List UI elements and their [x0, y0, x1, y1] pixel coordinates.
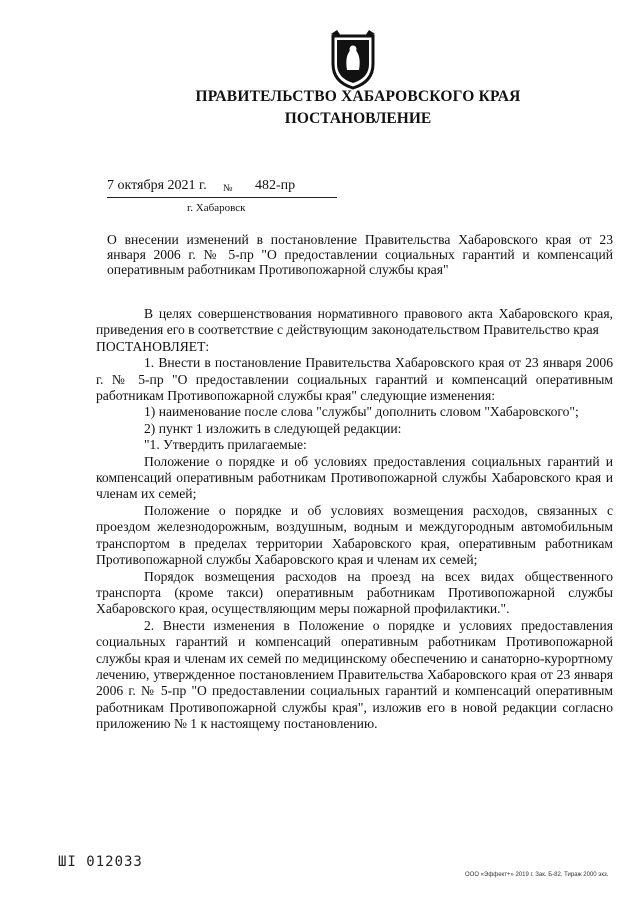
document-city: г. Хабаровск — [187, 202, 246, 214]
printer-note: ООО «Эффект+» 2019 г. Зак. Б-82. Тираж 2000 экз. — [465, 872, 609, 878]
resolves-heading: ПОСТАНОВЛЯЕТ: — [96, 338, 210, 354]
approve-paragraph: "1. Утвердить прилагаемые: — [144, 437, 307, 453]
document-date: 7 октября 2021 г. — [107, 178, 207, 193]
regulation-2-paragraph: Положение о порядке и об условиях возмещения расходов, связанных с проездом железнодорожным, воздушным, водным и междугородным автомобильным транспортом в пределах территории Хабаровского края, оперативным работникам Противопожарной службы Хабаровского края и членам их семей; — [96, 502, 613, 568]
preamble-paragraph: В целях совершенствования нормативного правового акта Хабаровского края, приведения его в соответствие с действующим законодательством Правительство края — [96, 306, 613, 338]
coat-of-arms-emblem — [327, 30, 379, 90]
clause-2-paragraph: 2. Внести изменения в Положение о порядке и условиях предоставления социальных гарантий и компенсаций оперативным работникам Противопожарной службы края и членам их семей по медицинскому обеспечению и санаторно-курортному лечению, утвержденное постановлением Правительства Хабаровского края от 23 января 2006 г. № 5-пр "О предоставлении социальных гарантий и компенсаций оперативным работникам Противопожарной службы края", изложив его в новой редакции согласно приложению № 1 к настоящему постановлению. — [96, 617, 613, 732]
regulation-1-paragraph: Положение о порядке и об условиях предоставления социальных гарантий и компенсаций оперативным работникам Противопожарной службы Хабаровского края и членам их семей; — [96, 453, 613, 502]
procedure-paragraph: Порядок возмещения расходов на проезд на всех видах общественного транспорта (кроме такси) оперативным работникам Противопожарной службы Хабаровского края, осуществляющим меры пожарной профилактики.". — [96, 568, 613, 617]
form-serial-code: ШI 012033 — [58, 854, 143, 870]
document-number: 482-пр — [255, 178, 296, 193]
subclause-1-paragraph: 1) наименование после слова "службы" дополнить словом "Хабаровского"; — [144, 404, 579, 420]
document-subject: О внесении изменений в постановление Правительства Хабаровского края от 23 января 2006 г. № 5-пр "О предоставлении социальных гарантий и компенсаций оперативным работникам Противопожарной службы края" — [107, 232, 613, 277]
clause-1-paragraph: 1. Внести в постановление Правительства Хабаровского края от 23 января 2006 г. № 5-пр "О предоставлении социальных гарантий и компенсаций оперативным работникам Противопожарной службы края" следующие изменения: — [96, 355, 613, 404]
document-type-title: ПОСТАНОВЛЕНИЕ — [284, 110, 432, 127]
subclause-2-paragraph: 2) пункт 1 изложить в следующей редакции: — [144, 420, 402, 436]
document-body — [96, 306, 613, 733]
number-label: № — [223, 183, 233, 194]
organization-title: ПРАВИТЕЛЬСТВО ХАБАРОВСКОГО КРАЯ — [195, 88, 521, 105]
date-number-line — [107, 178, 337, 198]
